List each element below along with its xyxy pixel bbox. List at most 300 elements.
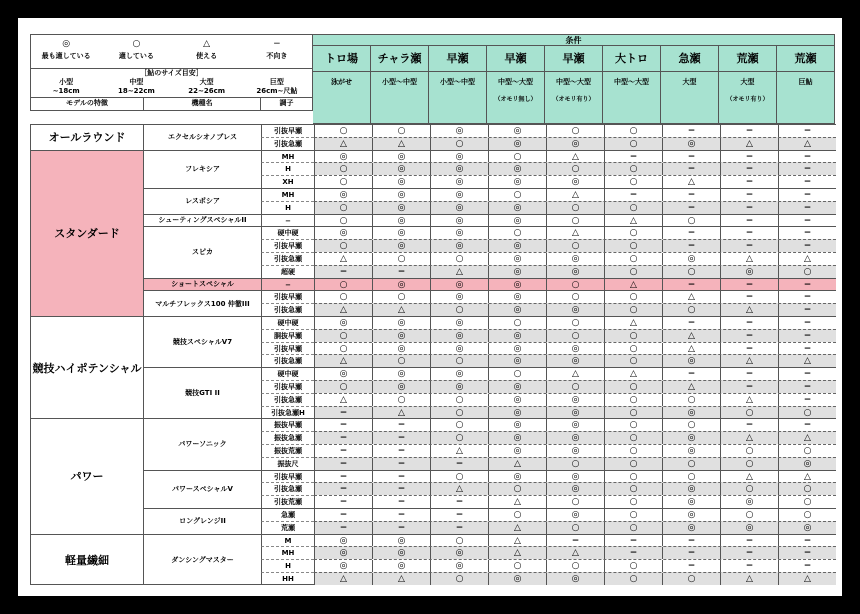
rating-cell: ○	[315, 125, 373, 137]
rating-cell: ◎	[373, 381, 431, 393]
rating-cell: −	[721, 547, 779, 559]
rating-cell: ◎	[373, 189, 431, 201]
rating-cell: ◎	[315, 189, 373, 201]
feature-header: モデルの特徴	[31, 98, 144, 110]
rating-cell: ◎	[663, 432, 721, 444]
rating-cells	[314, 329, 836, 342]
rating-cell: −	[721, 202, 779, 214]
rating-cells	[314, 380, 836, 393]
condition-fish-size: 中型〜大型	[556, 78, 591, 86]
rating-cell: ○	[373, 394, 431, 406]
rating-cell: ○	[547, 560, 605, 572]
rating-cells	[314, 354, 836, 367]
rating-cells	[314, 431, 836, 444]
rating-cells	[314, 278, 836, 291]
legend-header	[30, 34, 313, 111]
rating-cell: ○	[431, 394, 489, 406]
rating-cell: ◎	[489, 355, 547, 367]
rating-cell: ◎	[547, 138, 605, 150]
rating-cells	[314, 572, 836, 585]
rating-cell: ◎	[663, 355, 721, 367]
rating-cell: ◎	[547, 176, 605, 188]
rating-cell: ○	[803, 266, 812, 277]
rating-cell: ◎	[489, 432, 547, 444]
rating-cell: −	[803, 420, 812, 431]
rating-cell: △	[721, 573, 779, 585]
rating-cell: ○	[605, 125, 663, 137]
rating-cell: ○	[547, 215, 605, 227]
rating-cell: △	[804, 574, 811, 584]
rating-cell: ○	[373, 355, 431, 367]
model-name: レスポシア	[144, 188, 261, 214]
rating-cell: ○	[489, 317, 547, 329]
rating-cell: ○	[315, 202, 373, 214]
rating-cell: ○	[663, 215, 721, 227]
rating-cell: ◎	[373, 279, 431, 291]
rating-cells	[314, 342, 836, 355]
rating-cell: −	[373, 266, 431, 278]
rating-cell: ◎	[547, 343, 605, 355]
rating-cell: ◎	[663, 483, 721, 495]
tone-cell: 硬中硬	[261, 316, 314, 329]
rating-cell: −	[315, 445, 373, 457]
rating-cell: −	[803, 343, 812, 354]
rating-cell: ◎	[489, 407, 547, 419]
rating-cell: ◎	[315, 151, 373, 163]
condition-name: 早瀬	[429, 46, 486, 72]
rating-cell: −	[803, 330, 812, 341]
rating-cell: −	[373, 458, 431, 470]
rating-cell: △	[489, 535, 547, 547]
rating-cell: ◎	[373, 202, 431, 214]
tone-cell: 荒瀬	[261, 521, 314, 534]
rating-cell: ○	[605, 419, 663, 431]
rating-cell: ○	[431, 407, 489, 419]
rating-cell: ○	[605, 304, 663, 316]
model-name: スピカ	[144, 226, 261, 277]
rating-cell: △	[721, 253, 779, 265]
rating-cell: −	[663, 317, 721, 329]
rating-cell: ◎	[431, 560, 489, 572]
rating-cell: ○	[605, 445, 663, 457]
rating-cell: −	[803, 305, 812, 316]
condition-fish-size: 中型〜大型	[614, 78, 649, 86]
rating-cell: ○	[803, 497, 812, 508]
rating-cell: ◎	[489, 240, 547, 252]
rating-cell: −	[803, 151, 812, 162]
rating-cell: △	[431, 445, 489, 457]
condition-column	[487, 46, 545, 123]
rating-cells	[314, 393, 836, 406]
rating-cell: ◎	[489, 125, 547, 137]
rating-cell: △	[315, 355, 373, 367]
model-name: フレキシア	[144, 150, 261, 188]
rating-cell: ○	[605, 522, 663, 534]
rating-cells	[314, 495, 836, 508]
rating-cell: ◎	[803, 458, 812, 469]
rating-cell: ○	[315, 291, 373, 303]
rating-cell: △	[605, 279, 663, 291]
rating-cell: −	[803, 394, 812, 405]
rating-cell: −	[803, 382, 812, 392]
rating-cell: −	[721, 240, 779, 252]
rating-cell: ◎	[489, 394, 547, 406]
tone-cell: H	[261, 201, 314, 214]
tone-cell: MH	[261, 546, 314, 559]
tone-cell: 振抜尺	[261, 457, 314, 470]
feature-group: スタンダード	[31, 150, 144, 316]
rating-cell: ◎	[431, 176, 489, 188]
rating-cell: ○	[547, 279, 605, 291]
condition-name: 荒瀬	[777, 46, 834, 72]
chart-page	[18, 18, 842, 596]
rating-cell: −	[803, 202, 812, 213]
rating-cell: ◎	[373, 227, 431, 239]
rating-cell: ○	[547, 381, 605, 393]
rating-cell: −	[803, 561, 812, 572]
rating-cell: ○	[547, 317, 605, 329]
rating-cell: ○	[721, 407, 779, 419]
rating-cell: −	[605, 547, 663, 559]
rating-cells	[314, 150, 836, 163]
rating-cell: −	[663, 560, 721, 572]
rating-cell: −	[803, 279, 812, 290]
rating-cell: ○	[431, 253, 489, 265]
condition-name: チャラ瀬	[371, 46, 428, 72]
rating-cell: ◎	[373, 535, 431, 547]
rating-cell: ○	[663, 394, 721, 406]
rating-cell: ○	[605, 381, 663, 393]
tone-cell: −	[261, 278, 314, 291]
rating-cell: ◎	[547, 573, 605, 585]
rating-cell: ○	[315, 176, 373, 188]
rating-cell: ○	[489, 509, 547, 521]
rating-cell: ◎	[547, 419, 605, 431]
feature-group: 軽量繊細	[31, 534, 144, 585]
rating-cell: ○	[803, 484, 812, 495]
tone-cell: 引抜早瀬	[261, 342, 314, 355]
rating-cell: ○	[373, 291, 431, 303]
rating-cell: ○	[605, 394, 663, 406]
rating-cell: △	[431, 266, 489, 278]
model-name: エクセルシオノブレス	[144, 124, 261, 150]
condition-name: 大トロ	[603, 46, 660, 72]
tone-cell: MH	[261, 150, 314, 163]
rating-cell: ◎	[431, 279, 489, 291]
rating-cell: ○	[721, 483, 779, 495]
rating-cell: ◎	[315, 535, 373, 547]
rating-cell: −	[547, 535, 605, 547]
rating-cell: ◎	[431, 163, 489, 175]
rating-cell: △	[721, 304, 779, 316]
rating-cell: −	[721, 381, 779, 393]
rating-cell: −	[315, 509, 373, 521]
rating-cell: ○	[431, 471, 489, 483]
rating-cell: ○	[605, 471, 663, 483]
rating-cell: ◎	[373, 240, 431, 252]
rating-cell: ◎	[489, 266, 547, 278]
rating-cells	[314, 418, 836, 431]
rating-cell: ○	[431, 304, 489, 316]
rating-cells	[314, 201, 836, 214]
table-body	[30, 124, 835, 585]
rating-cell: −	[721, 419, 779, 431]
rating-cell: ○	[663, 573, 721, 585]
rating-cell: ○	[605, 458, 663, 470]
rating-cell: −	[721, 215, 779, 227]
rating-cell: −	[721, 176, 779, 188]
rating-cell: ◎	[547, 304, 605, 316]
rating-cell: ◎	[489, 253, 547, 265]
legend-good: ○ 適している	[118, 39, 154, 60]
rating-cell: −	[663, 240, 721, 252]
tone-cell: 引抜早瀬	[261, 239, 314, 252]
tone-cell: 引抜早瀬	[261, 470, 314, 483]
rating-cell: △	[605, 215, 663, 227]
rating-cell: −	[431, 509, 489, 521]
rating-cell: ○	[547, 291, 605, 303]
rating-cell: △	[431, 483, 489, 495]
size-giant: 巨型 26cm~尺鮎	[256, 78, 298, 95]
tone-cell: 引抜急瀬	[261, 303, 314, 316]
rating-cell: ○	[605, 355, 663, 367]
rating-cell: −	[803, 190, 812, 200]
rating-cell: ◎	[373, 151, 431, 163]
rating-cell: ◎	[489, 215, 547, 227]
tone-cell: 胴抜早瀬	[261, 329, 314, 342]
tone-cell: XH	[261, 175, 314, 188]
rating-cell: △	[315, 138, 373, 150]
rating-cell: △	[547, 151, 605, 163]
rating-cell: ○	[605, 573, 663, 585]
legend	[31, 35, 312, 69]
tone-cell: 振抜早瀬	[261, 418, 314, 431]
conditions-title: 条件	[313, 35, 834, 46]
rating-cell: ○	[431, 535, 489, 547]
feature-group: オールラウンド	[31, 124, 144, 150]
rating-cells	[314, 444, 836, 457]
legend-usable: △ 使える	[196, 39, 218, 60]
rating-cell: △	[315, 253, 373, 265]
rating-cell: ◎	[547, 407, 605, 419]
rating-cell: ○	[489, 483, 547, 495]
rating-cell: △	[804, 433, 811, 444]
rating-cell: ○	[663, 266, 721, 278]
rating-cell: ○	[605, 343, 663, 355]
condition-fish-size: 泳がせ	[331, 78, 352, 86]
size-guide	[31, 78, 312, 98]
rating-cell: −	[605, 151, 663, 163]
rating-cell: ◎	[547, 394, 605, 406]
tone-cell: 引抜荒瀬	[261, 495, 314, 508]
tone-cell: 急瀬	[261, 508, 314, 521]
rating-cell: ○	[315, 330, 373, 342]
model-name: ロングレンジII	[144, 508, 261, 534]
rating-cell: △	[373, 138, 431, 150]
rating-cell: ◎	[431, 330, 489, 342]
rating-cell: −	[803, 548, 812, 559]
condition-fish-size: 大型	[682, 78, 697, 86]
rating-cell: −	[605, 535, 663, 547]
rating-cell: −	[373, 432, 431, 444]
rating-cell: △	[663, 291, 721, 303]
condition-fish-size: 巨鮎	[798, 78, 813, 86]
tone-cell: 硬中硬	[261, 367, 314, 380]
rating-cell: △	[489, 496, 547, 508]
rating-cell: −	[803, 228, 812, 239]
rating-cell: ◎	[315, 547, 373, 559]
rating-cell: −	[721, 151, 779, 163]
rating-cell: ◎	[489, 471, 547, 483]
rating-cell: −	[315, 483, 373, 495]
rating-cell: ○	[605, 432, 663, 444]
rating-cell: ◎	[373, 317, 431, 329]
rating-cell: −	[315, 407, 373, 419]
rating-cell: −	[803, 215, 812, 226]
tone-cell: 振抜荒瀬	[261, 444, 314, 457]
rating-cell: ◎	[431, 215, 489, 227]
rating-cells	[314, 226, 836, 239]
rating-cell: ◎	[373, 330, 431, 342]
rating-cell: −	[721, 560, 779, 572]
model-name: シューティングスペシャルII	[144, 214, 261, 227]
condition-note: （オモリ有り）	[726, 96, 769, 103]
rating-cell: △	[721, 471, 779, 483]
rating-cell: △	[489, 522, 547, 534]
rating-cell: −	[721, 330, 779, 342]
rating-cell: ○	[373, 253, 431, 265]
rating-cells	[314, 303, 836, 316]
rating-cells	[314, 508, 836, 521]
model-name: 競技スペシャルV7	[144, 316, 261, 367]
rating-cell: ○	[431, 138, 489, 150]
rating-cell: ◎	[663, 407, 721, 419]
rating-cell: ○	[315, 163, 373, 175]
condition-column	[371, 46, 429, 123]
rating-cell: ◎	[431, 381, 489, 393]
rating-cells	[314, 559, 836, 572]
rating-cell: ○	[315, 240, 373, 252]
condition-column	[603, 46, 661, 123]
condition-name: トロ場	[313, 46, 370, 72]
rating-cell: △	[315, 304, 373, 316]
rating-cell: −	[803, 126, 812, 136]
rating-cells	[314, 252, 836, 265]
rating-cell: ◎	[663, 509, 721, 521]
rating-cell: ◎	[721, 522, 779, 534]
tone-header: 調子	[279, 99, 294, 107]
rating-cell: −	[721, 317, 779, 329]
rating-cell: ○	[663, 304, 721, 316]
rating-cell: −	[663, 547, 721, 559]
rating-cell: ○	[663, 471, 721, 483]
rating-cells	[314, 239, 836, 252]
rating-cell: ◎	[489, 343, 547, 355]
size-large: 大型 22~26cm	[188, 78, 226, 95]
rating-cell: ○	[547, 240, 605, 252]
rating-cell: △	[721, 138, 779, 150]
tone-cell: H	[261, 162, 314, 175]
rating-cell: ○	[605, 227, 663, 239]
rating-cells	[314, 521, 836, 534]
rating-cell: ◎	[547, 509, 605, 521]
rating-cell: ○	[663, 458, 721, 470]
rating-cell: ○	[431, 355, 489, 367]
rating-cell: −	[721, 343, 779, 355]
rating-cell: ◎	[489, 291, 547, 303]
rating-cell: −	[721, 163, 779, 175]
rating-cell: ○	[431, 419, 489, 431]
tone-cell: 超硬	[261, 265, 314, 278]
rating-cell: −	[315, 458, 373, 470]
model-name: ダンシングマスター	[144, 534, 261, 585]
rating-cell: ○	[605, 496, 663, 508]
tone-cell: −	[261, 214, 314, 227]
rating-cell: ◎	[547, 432, 605, 444]
rating-cell: −	[663, 189, 721, 201]
tone-cell: 引抜急瀬	[261, 482, 314, 495]
rating-cell: −	[373, 522, 431, 534]
rating-cells	[314, 175, 836, 188]
rating-cell: −	[803, 369, 812, 380]
tone-cell: M	[261, 534, 314, 547]
rating-cell: −	[315, 522, 373, 534]
rating-cell: △	[315, 573, 373, 585]
rating-cell: ○	[489, 189, 547, 201]
size-medium: 中型 18~22cm	[117, 78, 155, 95]
rating-cell: ○	[547, 522, 605, 534]
rating-cell: ◎	[315, 560, 373, 572]
tone-cell: MH	[261, 188, 314, 201]
condition-column	[429, 46, 487, 123]
model-name: 競技GTI II	[144, 367, 261, 418]
rating-cell: ○	[315, 215, 373, 227]
rating-cell: ○	[547, 202, 605, 214]
rating-cell: ◎	[373, 547, 431, 559]
tone-cell: 引抜急瀬	[261, 354, 314, 367]
rating-cell: ◎	[663, 253, 721, 265]
rating-cell: −	[315, 266, 373, 278]
rating-cell: −	[803, 318, 812, 328]
tone-cell: 引抜急瀬	[261, 252, 314, 265]
rating-cell: ◎	[547, 355, 605, 367]
condition-fish-size: 大型	[740, 78, 755, 86]
rating-cell: △	[547, 368, 605, 380]
rating-cell: ○	[373, 125, 431, 137]
rating-cell: ◎	[315, 368, 373, 380]
model-header: 機種名	[144, 98, 261, 110]
rating-cell: △	[489, 458, 547, 470]
rating-cell: ○	[721, 458, 779, 470]
rating-cell: ◎	[489, 419, 547, 431]
tone-cell: 引抜急瀬	[261, 137, 314, 150]
rating-cell: −	[431, 522, 489, 534]
rating-cell: ◎	[547, 471, 605, 483]
tone-cell: HH	[261, 572, 314, 585]
rating-cell: △	[547, 547, 605, 559]
column-headers	[31, 98, 312, 110]
rating-cell: ◎	[431, 291, 489, 303]
rating-cell: −	[803, 535, 812, 546]
condition-name: 早瀬	[545, 46, 602, 72]
rating-cell: ◎	[373, 368, 431, 380]
rating-cell: ◎	[489, 138, 547, 150]
rating-cell: −	[663, 368, 721, 380]
rating-cell: −	[373, 419, 431, 431]
rating-cell: ○	[547, 496, 605, 508]
rating-cell: −	[721, 189, 779, 201]
rating-cell: △	[663, 381, 721, 393]
